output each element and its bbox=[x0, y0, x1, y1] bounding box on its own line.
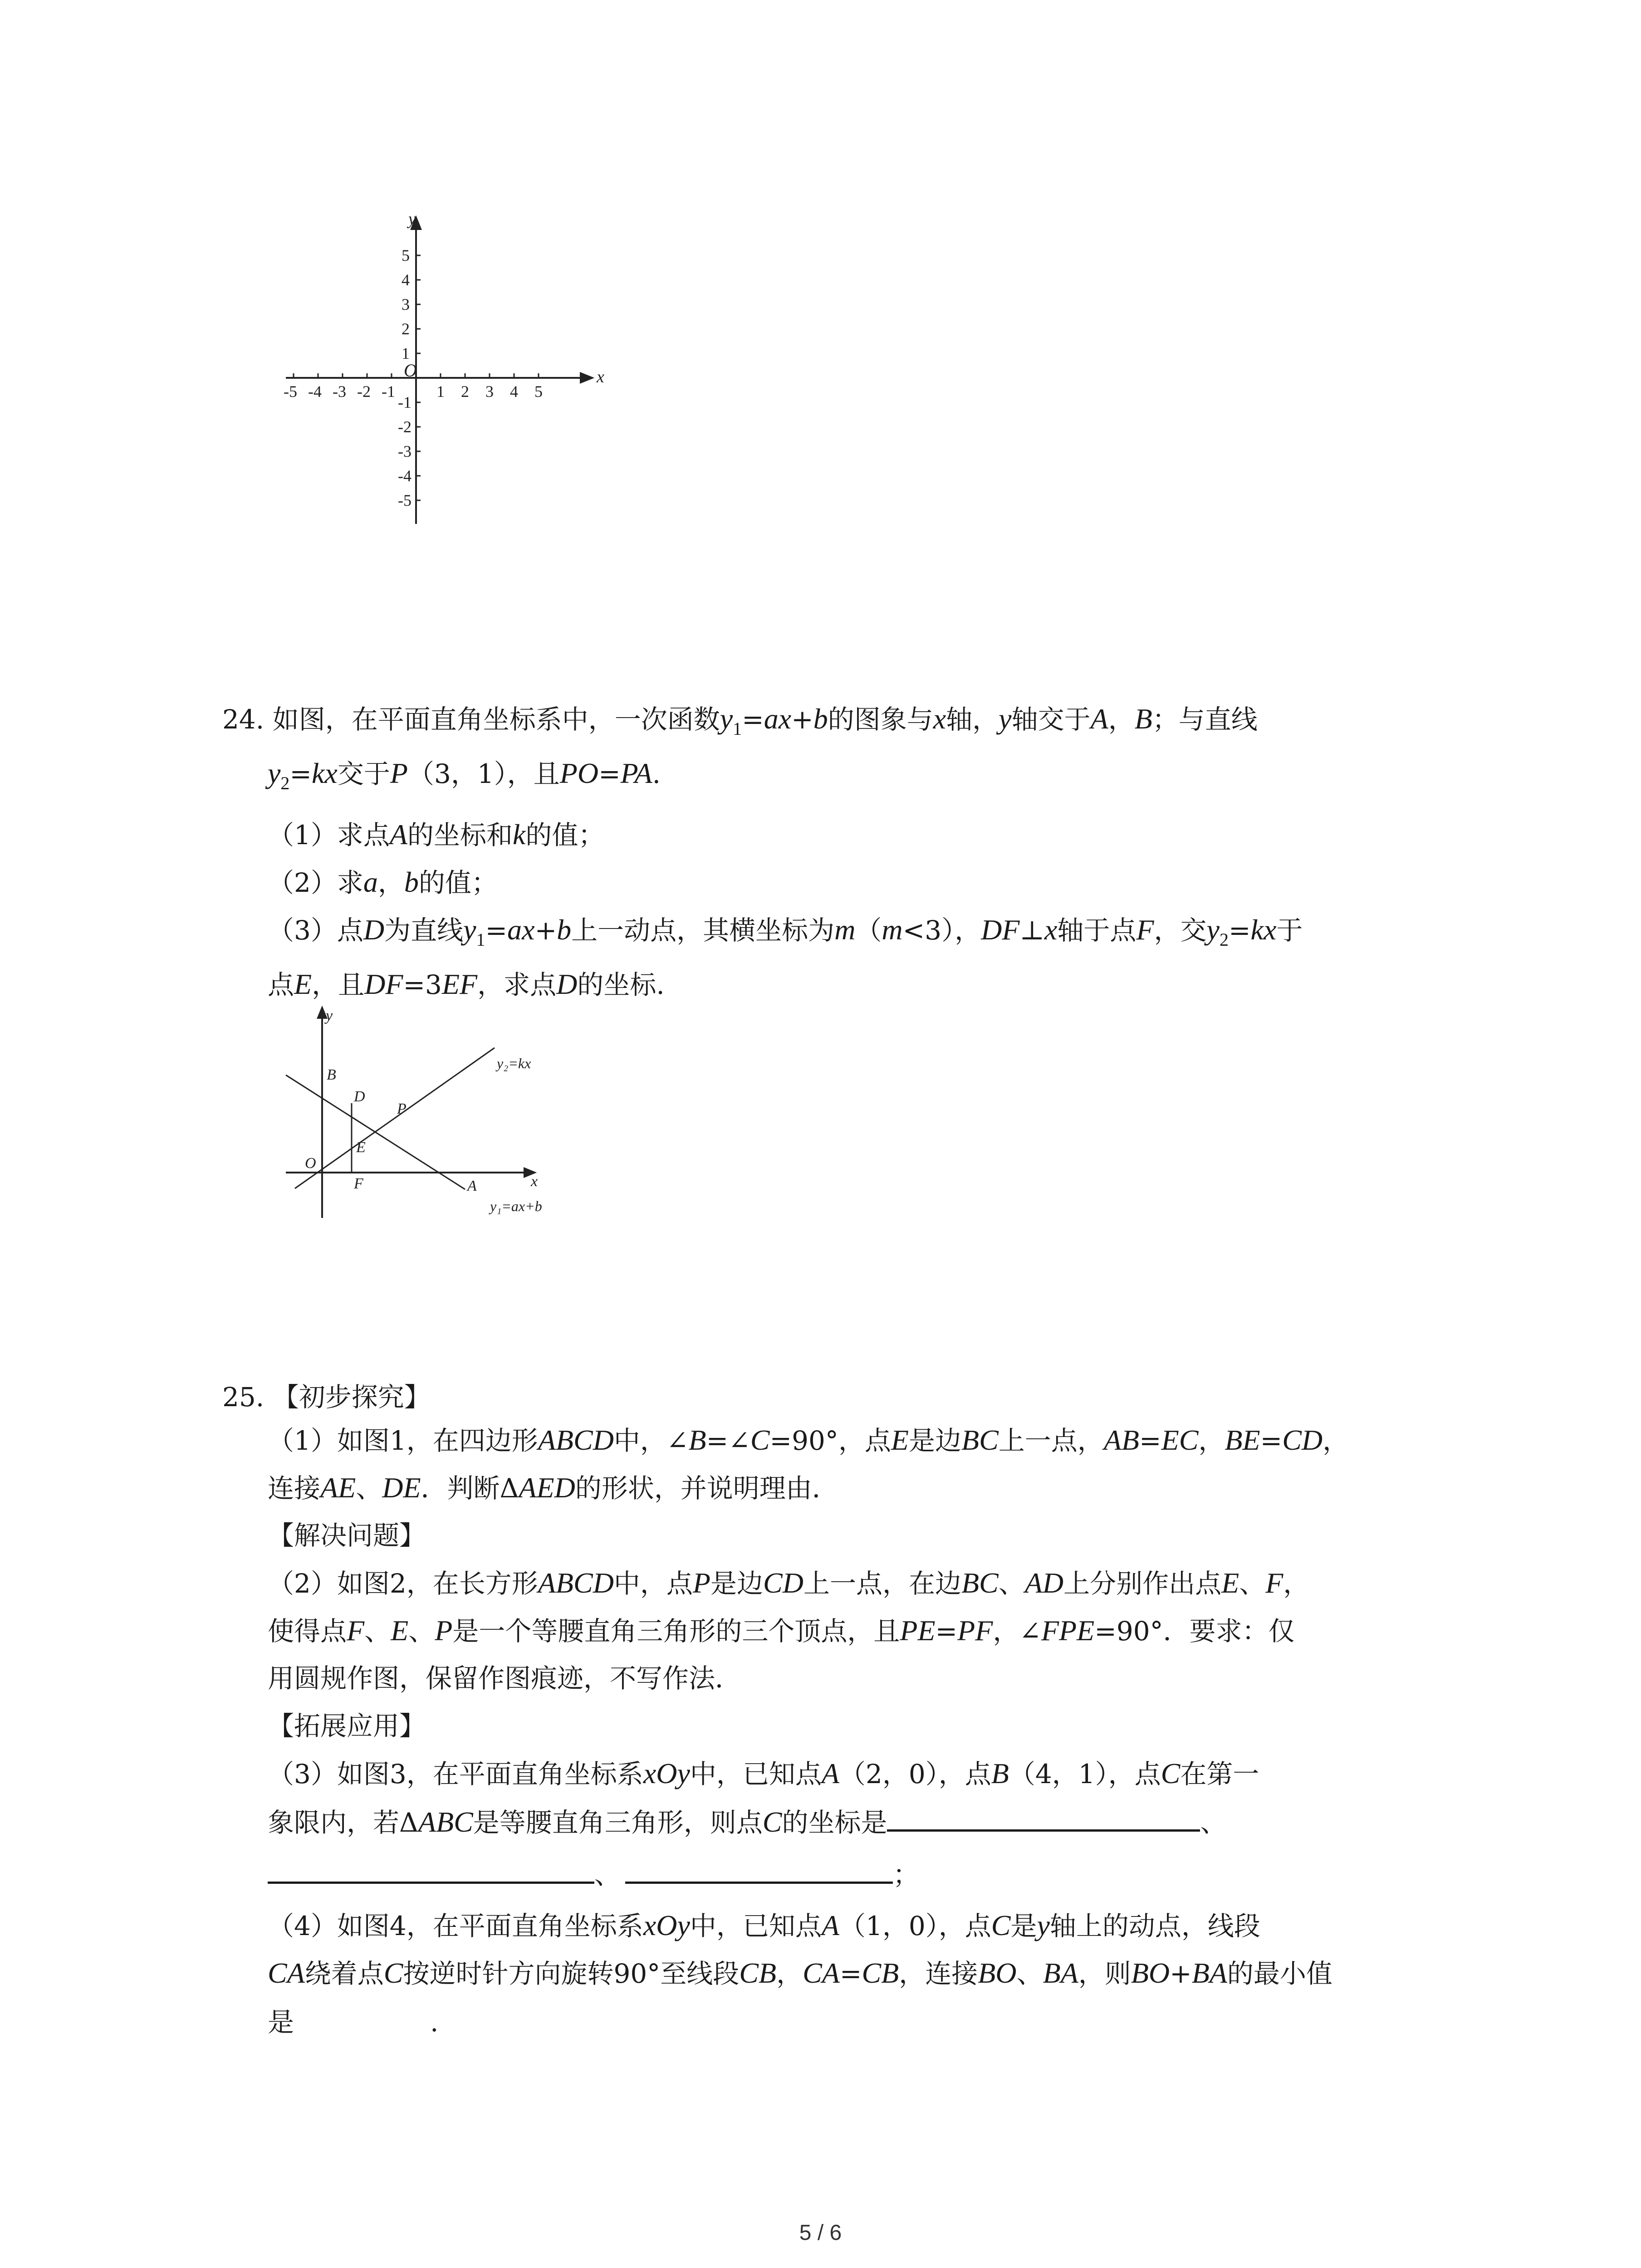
line-y2 bbox=[295, 1048, 495, 1188]
q25-part2: （2）如图2，在长方形ABCD中，点P是边CD上一点，在边BC、AD上分别作出点E、F， bbox=[268, 1567, 1310, 1599]
y-tick-label: 2 bbox=[402, 320, 410, 338]
svg-text:x: x bbox=[531, 1173, 538, 1190]
svg-text:y: y bbox=[326, 1007, 333, 1024]
x-tick-label: 5 bbox=[534, 382, 543, 401]
x-tick-label: -4 bbox=[308, 382, 322, 401]
svg-text:B: B bbox=[327, 1066, 336, 1083]
y-tick-label: -2 bbox=[398, 418, 411, 436]
svg-text:y₂=kx: y₂=kx bbox=[497, 1055, 531, 1071]
question-number-24: 24. bbox=[222, 704, 265, 735]
y-tick-label: -5 bbox=[398, 491, 411, 509]
question-number-25: 25. bbox=[222, 1382, 265, 1413]
q25-heading1: 25. 【初步探究】 bbox=[222, 1382, 431, 1413]
y-tick-label: -1 bbox=[398, 393, 411, 411]
x-tick-label: -5 bbox=[284, 382, 297, 401]
q25-part3-cont: 象限内，若ΔABC是等腰直角三角形，则点C的坐标是 、 bbox=[268, 1803, 1227, 1841]
page-number: 5 / 6 bbox=[799, 2221, 842, 2245]
y-tick-label: 4 bbox=[402, 271, 410, 289]
y-tick-label: 3 bbox=[402, 295, 410, 313]
q24-part1: （1）求点A的坐标和k的值； bbox=[268, 818, 605, 850]
q25-part4-cont: CA绕着点C按逆时针方向旋转90°至线段CB，CA=CB，连接BO、BA，则BO+BA的最小值 bbox=[268, 1957, 1332, 1989]
y-tick-label: 5 bbox=[402, 246, 410, 264]
q25-heading3: 【拓展应用】 bbox=[268, 1711, 426, 1741]
q25-part4: （4）如图4，在平面直角坐标系xOy中，已知点A（1，0），点C是y轴上的动点，线段 bbox=[268, 1909, 1260, 1941]
y-axis-label: y bbox=[408, 210, 416, 229]
q25-part2-cont2: 用圆规作图，保留作图痕迹，不写作法． bbox=[268, 1663, 742, 1694]
svg-text:P: P bbox=[397, 1100, 407, 1117]
q24-line2: $y_2=kx$交于P（3，1），且PO=PA. bbox=[268, 757, 661, 793]
svg-text:F: F bbox=[354, 1175, 363, 1192]
q25-part4-cont2: 是 . bbox=[268, 2003, 438, 2040]
x-tick-label: 3 bbox=[485, 382, 494, 401]
x-tick-label: 4 bbox=[510, 382, 518, 401]
q25-part1: （1）如图1，在四边形ABCD中，∠B=∠C=90°，点E是边BC上一点，AB=EC，BE=CD， bbox=[268, 1424, 1349, 1456]
line-diagram-figure bbox=[277, 1002, 585, 1229]
y-tick-label: 1 bbox=[402, 344, 410, 362]
q24-part2: （2）求a，b的值； bbox=[268, 866, 498, 898]
svg-text:A: A bbox=[467, 1178, 477, 1194]
x-tick-label: 1 bbox=[436, 382, 445, 401]
q25-part3-blanks: 、 ； bbox=[268, 1855, 919, 1893]
answer-blank-2[interactable] bbox=[268, 1855, 594, 1884]
x-tick-label: -2 bbox=[357, 382, 371, 401]
x-tick-label: -3 bbox=[333, 382, 346, 401]
x-tick-label: -1 bbox=[382, 382, 395, 401]
x-tick-label: 2 bbox=[461, 382, 469, 401]
coordinate-grid-figure bbox=[272, 206, 608, 533]
q25-part1-cont: 连接AE、DE．判断ΔAED的形状，并说明理由． bbox=[268, 1471, 838, 1504]
x-axis-label: x bbox=[597, 367, 604, 386]
svg-text:y₁=ax+b: y₁=ax+b bbox=[490, 1198, 542, 1214]
q24-line1: 24. 如图，在平面直角坐标系中，一次函数$y_1=ax+b$的图象与x轴，y轴交于A，B；与直线 bbox=[222, 703, 1258, 739]
q25-part3: （3）如图3，在平面直角坐标系xOy中，已知点A（2，0），点B（4，1），点C在第一 bbox=[268, 1757, 1259, 1789]
q24-part3-cont: 点E，且DF=3EF，求点D的坐标. bbox=[268, 968, 665, 1000]
q25-heading2: 【解决问题】 bbox=[268, 1520, 426, 1551]
svg-text:E: E bbox=[356, 1139, 366, 1156]
y-tick-label: -3 bbox=[398, 442, 411, 460]
svg-text:O: O bbox=[305, 1155, 316, 1172]
answer-blank-1[interactable] bbox=[887, 1803, 1200, 1832]
q25-part2-cont: 使得点F、E、P是一个等腰直角三角形的三个顶点，且PE=PF，∠FPE=90°．要求：仅 bbox=[268, 1614, 1295, 1647]
answer-blank-3[interactable] bbox=[625, 1855, 893, 1884]
origin-label: O bbox=[404, 360, 417, 381]
y-tick-label: -4 bbox=[398, 467, 411, 485]
q24-part3: （3）点D为直线$y_1=ax+b$上一动点，其横坐标为m（m<3），DF⊥x轴于点F，交$y_2=kx$于 bbox=[268, 914, 1303, 950]
svg-text:D: D bbox=[354, 1088, 365, 1105]
answer-blank-4[interactable] bbox=[294, 2003, 430, 2031]
